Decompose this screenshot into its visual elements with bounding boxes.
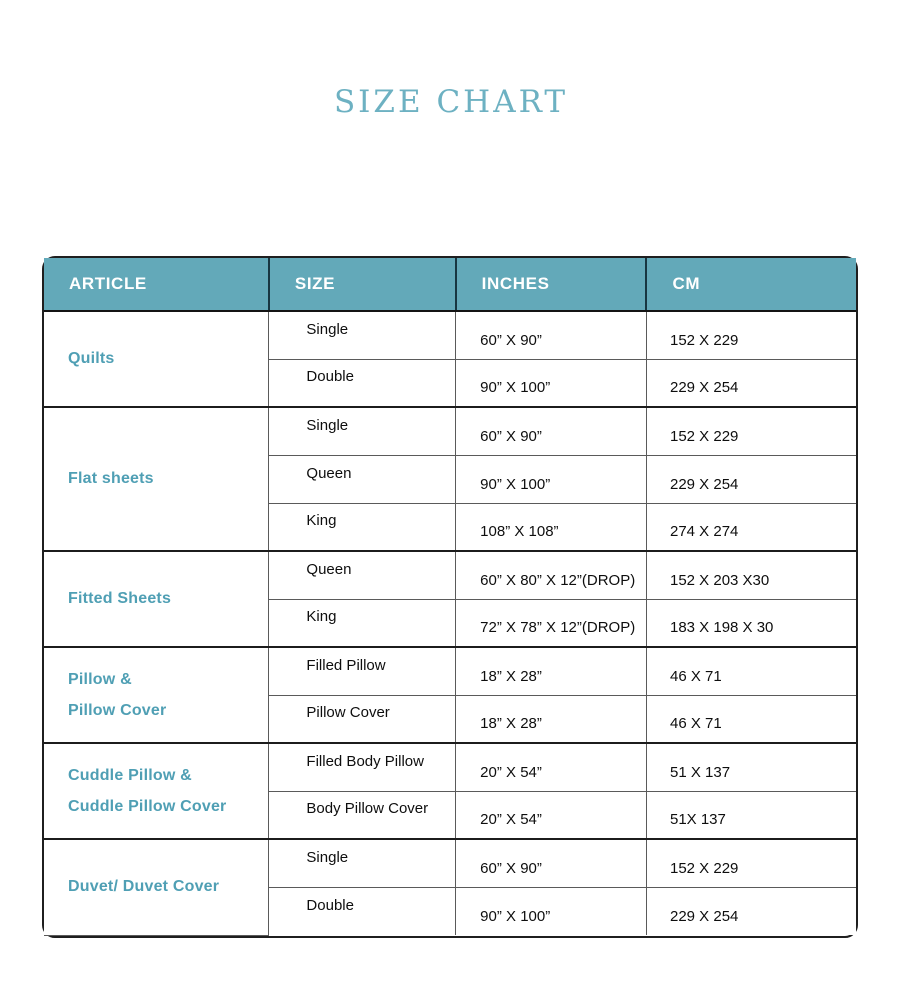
cm-value-cell: 229 X 254	[646, 359, 856, 407]
article-cell	[44, 839, 269, 935]
cm-value-cell: 51 X 137	[646, 743, 856, 791]
size-value-cell: Filled Body Pillow	[269, 743, 456, 791]
size-value-cell: Single	[269, 311, 456, 359]
inches-value-cell: 90” X 100”	[456, 887, 647, 935]
cm-value-cell: 183 X 198 X 30	[646, 599, 856, 647]
inches-value-cell: 18” X 28”	[456, 695, 647, 743]
size-value-cell: Single	[269, 407, 456, 455]
size-chart-table	[44, 258, 856, 936]
cm-value-cell: 152 X 229	[646, 407, 856, 455]
inches-value-cell: 20” X 54”	[456, 743, 647, 791]
size-value-cell: King	[269, 599, 456, 647]
size-value-cell: Double	[269, 359, 456, 407]
page-title: SIZE CHART	[333, 84, 569, 120]
article-cell	[44, 743, 269, 839]
table-row	[44, 743, 856, 791]
inches-value-cell: 72” X 78” X 12”(DROP)	[456, 599, 647, 647]
size-value-cell: Filled Pillow	[269, 647, 456, 695]
article-label: Flat sheets	[68, 470, 154, 487]
inches-value-cell: 90” X 100”	[456, 359, 647, 407]
header-article: ARTICLE	[44, 258, 269, 311]
size-value-cell: Pillow Cover	[269, 695, 456, 743]
inches-value-cell: 90” X 100”	[456, 455, 647, 503]
size-value-cell: King	[269, 503, 456, 551]
article-cell	[44, 311, 269, 407]
article-label: Fitted Sheets	[68, 590, 172, 607]
cm-value-cell: 229 X 254	[646, 887, 856, 935]
size-chart-page	[0, 84, 902, 985]
cm-value-cell: 152 X 229	[646, 839, 856, 887]
cm-value-cell: 51X 137	[646, 791, 856, 839]
inches-value-cell: 60” X 80” X 12”(DROP)	[456, 551, 647, 599]
article-label: Pillow Cover	[68, 701, 167, 719]
table-row	[44, 839, 856, 887]
cm-value-cell: 229 X 254	[646, 455, 856, 503]
table-row	[44, 407, 856, 455]
size-value-cell: Double	[269, 887, 456, 935]
size-value-cell: Queen	[269, 455, 456, 503]
article-label: Cuddle Pillow &	[68, 766, 192, 784]
article-cell	[44, 647, 269, 743]
cm-value-cell: 152 X 229	[646, 311, 856, 359]
size-value-cell: Body Pillow Cover	[269, 791, 456, 839]
header-cm: CM	[646, 258, 856, 311]
table-row	[44, 647, 856, 695]
table-row	[44, 311, 856, 359]
article-label: Cuddle Pillow Cover	[68, 797, 227, 815]
inches-value-cell: 18” X 28”	[456, 647, 647, 695]
table-header-row	[44, 258, 856, 311]
inches-value-cell: 60” X 90”	[456, 311, 647, 359]
cm-value-cell: 46 X 71	[646, 647, 856, 695]
inches-value-cell: 60” X 90”	[456, 839, 647, 887]
size-value-cell: Queen	[269, 551, 456, 599]
article-cell	[44, 551, 269, 647]
inches-value-cell: 108” X 108”	[456, 503, 647, 551]
header-inches: INCHES	[456, 258, 647, 311]
size-chart-table-container	[42, 256, 858, 938]
header-size: SIZE	[269, 258, 456, 311]
cm-value-cell: 152 X 203 X30	[646, 551, 856, 599]
article-label: Pillow &	[68, 670, 132, 688]
article-cell	[44, 407, 269, 551]
size-table-body	[44, 311, 856, 935]
cm-value-cell: 46 X 71	[646, 695, 856, 743]
article-label: Duvet/ Duvet Cover	[68, 878, 220, 896]
article-label: Quilts	[68, 350, 115, 367]
cm-value-cell: 274 X 274	[646, 503, 856, 551]
inches-value-cell: 60” X 90”	[456, 407, 647, 455]
table-row	[44, 551, 856, 599]
size-value-cell: Single	[269, 839, 456, 887]
inches-value-cell: 20” X 54”	[456, 791, 647, 839]
